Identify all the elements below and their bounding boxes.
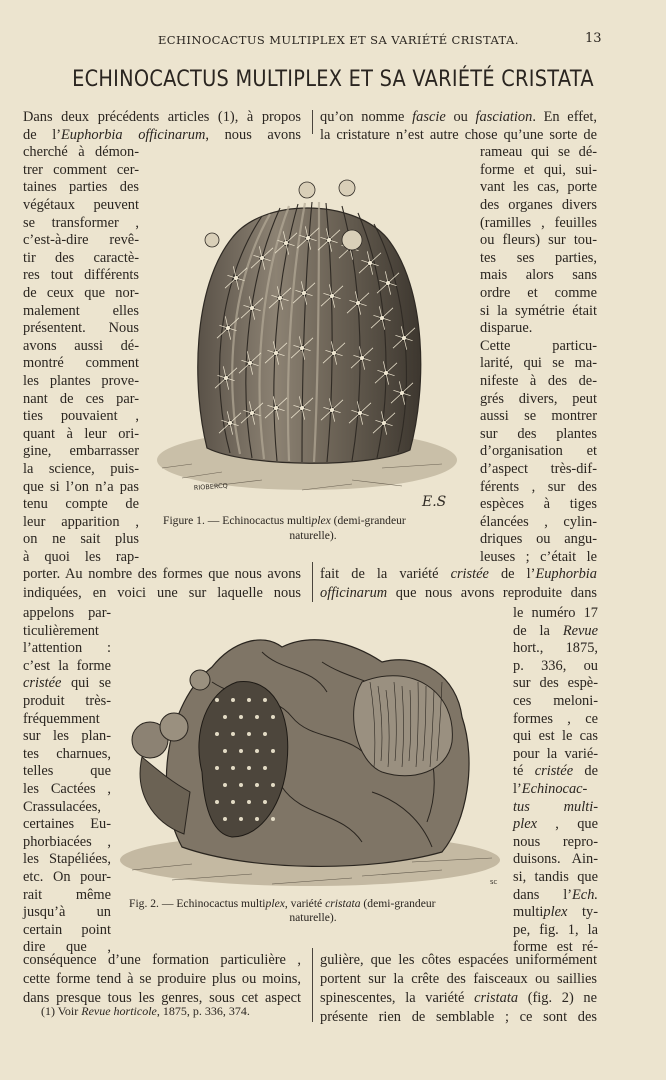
- text-line: le numéro 17: [513, 605, 598, 621]
- text-line: gine, embarrasser: [23, 443, 139, 460]
- text-line: p. 336, ou: [513, 657, 598, 674]
- tubercle: [215, 800, 219, 804]
- text-line: ordre et comme: [480, 285, 597, 301]
- text-line: d’aspect très-dif-: [480, 461, 597, 477]
- text-line: officinarum que nous avons reproduite dans: [320, 585, 597, 601]
- text-line: de la Revue: [513, 622, 598, 639]
- text-line: fréquemment: [23, 710, 100, 727]
- text-line: ticulièrement: [23, 622, 99, 639]
- text-line: de ceux que nor-: [23, 285, 139, 301]
- text-line: rait même: [23, 886, 111, 903]
- text-line: sur des espè-: [513, 675, 598, 692]
- text-line: montré comment: [23, 355, 139, 372]
- text-line: duisons. Ain-: [513, 851, 598, 868]
- figure-1-signature: RIOBERCQ: [193, 481, 229, 492]
- tubercle: [215, 698, 219, 702]
- tubercle: [247, 698, 251, 702]
- figure-2-caption-line-2: naturelle).: [289, 911, 337, 924]
- text-line: espèces à tiges: [480, 496, 597, 513]
- tubercle: [271, 715, 275, 719]
- text-line: sur des plantes: [480, 425, 597, 442]
- text-line: conséquence d’une formation particulière ,: [23, 952, 301, 968]
- text-line: que si l’on n’a pas: [23, 478, 139, 495]
- text-line: driques ou angu-: [480, 531, 597, 548]
- text-line: se transformer ,: [23, 214, 139, 231]
- text-line: si, tandis que: [513, 869, 598, 885]
- text-line: dire que ,: [23, 939, 111, 956]
- text-line: l’Echinocac-: [513, 781, 588, 797]
- tubercle: [271, 749, 275, 753]
- text-line: tes ses parties,: [480, 249, 597, 266]
- text-line: res tout différents: [23, 267, 139, 284]
- text-line: portent sur la crête des faisceaux ou saillies: [320, 971, 597, 987]
- text-line: indiquées, en voici une sur laquelle nous: [23, 585, 301, 601]
- column-rule-mid: [312, 562, 313, 602]
- text-line: des organes divers: [480, 197, 597, 213]
- text-line: pour la varié-: [513, 745, 598, 762]
- text-line: ties pouvaient ,: [23, 408, 139, 425]
- tubercle: [263, 698, 267, 702]
- text-line: porter. Au nombre des formes que nous avons: [23, 566, 301, 582]
- text-line: taines parties des: [23, 179, 139, 196]
- text-line: sur les plan-: [23, 728, 111, 745]
- tubercle: [239, 715, 243, 719]
- running-title: ECHINOCACTUS MULTIPLEX ET SA VARIÉTÉ CRISTATA.: [158, 33, 519, 47]
- figure-2-engraving: [112, 622, 508, 890]
- text-line: la science, puis-: [23, 461, 139, 477]
- text-line: tir des caractè-: [23, 249, 139, 266]
- text-line: pe, fig. 1, la: [513, 921, 598, 938]
- text-line: végétaux peuvent: [23, 197, 139, 213]
- text-line: c’est la forme: [23, 657, 111, 674]
- tubercle: [255, 817, 259, 821]
- text-line: aussi se montrer: [480, 408, 597, 425]
- text-line: grés divers, peut: [480, 390, 597, 407]
- text-line: forme et qui, sui-: [480, 161, 597, 178]
- text-line: formes , ce: [513, 710, 598, 727]
- text-line: c’est-à-dire revê-: [23, 232, 139, 249]
- text-line: appelons par-: [23, 605, 111, 621]
- text-line: leur apparition ,: [23, 513, 139, 530]
- figure-2-caption-line-1: Fig. 2. — Echinocactus multiplex, variété cristata (demi-grandeur: [129, 897, 436, 910]
- text-line: les Cactées ,: [23, 781, 111, 797]
- text-line: gulière, que les côtes espacées uniformément: [320, 952, 597, 968]
- text-line: produit très-: [23, 693, 111, 709]
- text-line: qui est le cas: [513, 728, 598, 745]
- text-line: leuses ; c’était le: [480, 549, 597, 565]
- text-line: (ramilles , feuilles: [480, 214, 597, 231]
- tubercle: [255, 749, 259, 753]
- text-line: ces meloni-: [513, 693, 598, 709]
- tubercle: [223, 783, 227, 787]
- text-line: Dans deux précédents articles (1), à propos: [23, 109, 301, 125]
- text-line: si la symétrie était: [480, 302, 597, 319]
- tubercle: [223, 817, 227, 821]
- text-line: spinescentes, la variété cristata (fig. 2) ne: [320, 990, 597, 1006]
- text-line: certaines Eu-: [23, 816, 111, 833]
- text-line: Crassulacées,: [23, 798, 101, 815]
- tubercle: [255, 715, 259, 719]
- text-line: tenu compte de: [23, 496, 139, 513]
- tubercle: [223, 715, 227, 719]
- tubercle: [255, 783, 259, 787]
- tubercle: [239, 817, 243, 821]
- tubercle: [231, 732, 235, 736]
- column-rule-bottom: [312, 948, 313, 1022]
- text-line: té cristée de: [513, 763, 598, 780]
- tubercle: [231, 766, 235, 770]
- text-line: quant à leur ori-: [23, 425, 139, 442]
- text-line: vant les cas, porte: [480, 179, 597, 196]
- tubercle: [247, 800, 251, 804]
- tubercle: [231, 698, 235, 702]
- figure-1-caption-line-2: naturelle).: [289, 529, 337, 542]
- text-line: les plantes prove-: [23, 373, 139, 389]
- tubercle: [271, 783, 275, 787]
- text-line: dans presque tous les genres, sous cet aspect: [23, 990, 301, 1006]
- text-line: tus multi-: [513, 798, 598, 815]
- text-line: multiplex ty-: [513, 904, 598, 921]
- text-line: on ne sait plus: [23, 531, 139, 548]
- text-line: larité, qui se ma-: [480, 355, 597, 372]
- text-line: hort., 1875,: [513, 640, 598, 657]
- text-line: jusqu’à un: [23, 904, 111, 921]
- tubercle: [247, 732, 251, 736]
- text-line: d’organisation et: [480, 443, 597, 460]
- text-line: plex , que: [513, 816, 598, 833]
- text-line: certain point: [23, 921, 111, 938]
- tubercle: [263, 732, 267, 736]
- text-line: trer comment cer-: [23, 161, 139, 178]
- figure-2-engraver-mark: SC: [490, 880, 498, 886]
- text-line: disparue.: [480, 320, 533, 337]
- figure-1-monogram: E.S: [422, 494, 447, 508]
- text-line: à quoi les rap-: [23, 549, 139, 565]
- text-line: nant de ces par-: [23, 390, 139, 407]
- running-header: [0, 33, 666, 51]
- tubercle: [271, 817, 275, 821]
- text-line: cette forme tend à se produire plus ou moins,: [23, 971, 301, 987]
- text-line: mais alors sans: [480, 267, 597, 284]
- tubercle: [263, 800, 267, 804]
- text-line: rameau qui se dé-: [480, 144, 597, 161]
- text-line: etc. On pour-: [23, 869, 111, 885]
- article-title: ECHINOCACTUS MULTIPLEX ET SA VARIÉTÉ CRISTATA: [72, 66, 594, 92]
- tubercle: [247, 766, 251, 770]
- figure-1-caption-line-1: Figure 1. — Echinocactus multiplex (demi-grandeur: [163, 514, 406, 527]
- tubercle: [215, 732, 219, 736]
- tubercle: [223, 749, 227, 753]
- text-line: Cette particu-: [480, 337, 597, 354]
- tubercle: [263, 766, 267, 770]
- tubercle: [239, 783, 243, 787]
- text-line: qu’on nomme fascie ou fasciation. En effet,: [320, 109, 597, 125]
- text-line: dans l’Ech.: [513, 886, 598, 903]
- footnote: (1) Voir Revue horticole, 1875, p. 336, 374.: [41, 1004, 250, 1018]
- tubercle: [239, 749, 243, 753]
- text-line: phorbiacées ,: [23, 833, 111, 850]
- text-line: l’attention :: [23, 640, 111, 657]
- text-line: cristée qui se: [23, 675, 111, 692]
- text-line: élancées , cylin-: [480, 513, 597, 530]
- text-line: présentent. Nous: [23, 320, 139, 337]
- text-line: fait de la variété cristée de l’Euphorbia: [320, 566, 597, 582]
- text-line: présente rien de semblable ; ce sont des: [320, 1009, 597, 1025]
- page-number: 13: [585, 31, 602, 46]
- text-line: la cristature n’est autre chose qu’une sorte de: [320, 126, 597, 143]
- column-rule-top: [312, 110, 313, 134]
- text-line: nifeste à des de-: [480, 373, 597, 389]
- text-line: forme est ré-: [513, 939, 598, 956]
- tubercle: [231, 800, 235, 804]
- text-line: cherché à démon-: [23, 144, 139, 161]
- text-line: nous repro-: [513, 833, 598, 850]
- tubercle: [215, 766, 219, 770]
- text-line: tes charnues,: [23, 745, 111, 762]
- text-line: avons aussi dé-: [23, 337, 139, 354]
- text-line: de l’Euphorbia officinarum, nous avons: [23, 126, 301, 143]
- text-line: telles que: [23, 763, 111, 780]
- figure-1-engraving: [152, 168, 460, 508]
- text-line: férents , sur des: [480, 478, 597, 495]
- text-line: malement elles: [23, 302, 139, 319]
- text-line: ou fleurs) sur tou-: [480, 232, 597, 249]
- text-line: les Stapéliées,: [23, 851, 111, 868]
